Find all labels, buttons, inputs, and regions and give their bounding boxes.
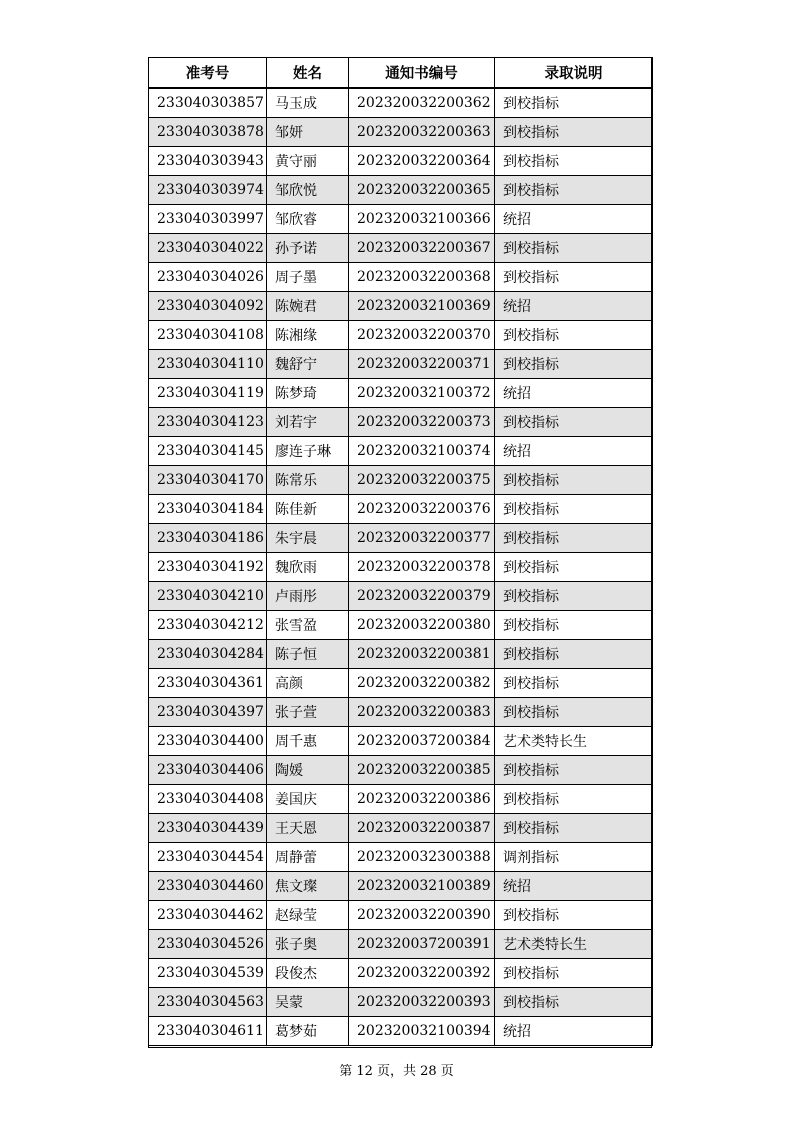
cell-exam-number: 233040304170 — [149, 466, 267, 495]
cell-exam-number: 233040304119 — [149, 379, 267, 408]
cell-name: 王天恩 — [267, 814, 349, 843]
cell-admission-note: 到校指标 — [495, 669, 653, 698]
table-row — [149, 292, 653, 321]
cell-name: 葛梦茹 — [267, 1017, 349, 1046]
cell-exam-number: 233040304184 — [149, 495, 267, 524]
cell-exam-number: 233040304092 — [149, 292, 267, 321]
table-row — [149, 88, 653, 118]
table-row — [149, 147, 653, 176]
cell-name: 周子墨 — [267, 263, 349, 292]
table-row — [149, 698, 653, 727]
table-row — [149, 843, 653, 872]
table-header-row — [149, 58, 653, 89]
cell-exam-number: 233040304526 — [149, 930, 267, 959]
cell-admission-note: 统招 — [495, 205, 653, 234]
cell-notice-number: 202320032200373 — [349, 408, 495, 437]
cell-admission-note: 到校指标 — [495, 350, 653, 379]
table-row — [149, 669, 653, 698]
cell-name: 焦文璨 — [267, 872, 349, 901]
cell-admission-note: 到校指标 — [495, 611, 653, 640]
cell-notice-number: 202320032200363 — [349, 118, 495, 147]
cell-admission-note: 到校指标 — [495, 553, 653, 582]
cell-name: 陈常乐 — [267, 466, 349, 495]
table-row — [149, 350, 653, 379]
table-row — [149, 1017, 653, 1046]
cell-name: 卢雨彤 — [267, 582, 349, 611]
cell-exam-number: 233040304210 — [149, 582, 267, 611]
admission-table-container — [148, 57, 652, 1046]
cell-name: 马玉成 — [267, 88, 349, 118]
cell-exam-number: 233040303997 — [149, 205, 267, 234]
cell-notice-number: 202320032200364 — [349, 147, 495, 176]
cell-admission-note: 统招 — [495, 379, 653, 408]
header-admission-note: 录取说明 — [495, 58, 653, 89]
cell-admission-note: 到校指标 — [495, 640, 653, 669]
cell-notice-number: 202320032200377 — [349, 524, 495, 553]
table-row — [149, 988, 653, 1017]
cell-exam-number: 233040304400 — [149, 727, 267, 756]
cell-name: 陶媛 — [267, 756, 349, 785]
cell-exam-number: 233040304460 — [149, 872, 267, 901]
table-row — [149, 901, 653, 930]
cell-admission-note: 统招 — [495, 1017, 653, 1046]
cell-name: 廖连子琳 — [267, 437, 349, 466]
cell-name: 周千惠 — [267, 727, 349, 756]
cell-notice-number: 202320032200393 — [349, 988, 495, 1017]
cell-notice-number: 202320032200371 — [349, 350, 495, 379]
cell-admission-note: 到校指标 — [495, 785, 653, 814]
table-row — [149, 263, 653, 292]
cell-admission-note: 到校指标 — [495, 321, 653, 350]
cell-notice-number: 202320032200385 — [349, 756, 495, 785]
cell-notice-number: 202320032100389 — [349, 872, 495, 901]
table-row — [149, 814, 653, 843]
cell-admission-note: 到校指标 — [495, 524, 653, 553]
admission-table — [148, 57, 653, 1046]
cell-admission-note: 到校指标 — [495, 118, 653, 147]
table-row — [149, 321, 653, 350]
cell-admission-note: 到校指标 — [495, 901, 653, 930]
cell-exam-number: 233040303974 — [149, 176, 267, 205]
cell-admission-note: 到校指标 — [495, 466, 653, 495]
cell-notice-number: 202320032200378 — [349, 553, 495, 582]
table-row — [149, 727, 653, 756]
page-number-footer: 第 12 页，共 28 页 — [339, 1064, 454, 1079]
table-row — [149, 234, 653, 263]
cell-name: 陈子恒 — [267, 640, 349, 669]
cell-exam-number: 233040304454 — [149, 843, 267, 872]
cell-notice-number: 202320032200381 — [349, 640, 495, 669]
cell-notice-number: 202320032100366 — [349, 205, 495, 234]
cell-name: 赵绿莹 — [267, 901, 349, 930]
cell-notice-number: 202320032300388 — [349, 843, 495, 872]
table-row — [149, 611, 653, 640]
cell-exam-number: 233040304397 — [149, 698, 267, 727]
cell-notice-number: 202320032200386 — [349, 785, 495, 814]
cell-admission-note: 到校指标 — [495, 814, 653, 843]
table-row — [149, 495, 653, 524]
cell-name: 高颜 — [267, 669, 349, 698]
cell-notice-number: 202320032200368 — [349, 263, 495, 292]
header-exam-number: 准考号 — [149, 58, 267, 89]
cell-exam-number: 233040304145 — [149, 437, 267, 466]
cell-exam-number: 233040304406 — [149, 756, 267, 785]
cell-name: 周静蕾 — [267, 843, 349, 872]
cell-notice-number: 202320032200365 — [349, 176, 495, 205]
cell-notice-number: 202320032200362 — [349, 88, 495, 118]
cell-notice-number: 202320037200384 — [349, 727, 495, 756]
cell-exam-number: 233040304361 — [149, 669, 267, 698]
cell-exam-number: 233040304123 — [149, 408, 267, 437]
table-row — [149, 959, 653, 988]
cell-admission-note: 调剂指标 — [495, 843, 653, 872]
cell-name: 魏舒宁 — [267, 350, 349, 379]
cell-notice-number: 202320032200367 — [349, 234, 495, 263]
cell-name: 陈梦琦 — [267, 379, 349, 408]
cell-name: 吴蒙 — [267, 988, 349, 1017]
cell-name: 黄守丽 — [267, 147, 349, 176]
cell-exam-number: 233040304108 — [149, 321, 267, 350]
table-row — [149, 437, 653, 466]
cell-admission-note: 到校指标 — [495, 234, 653, 263]
table-row — [149, 205, 653, 234]
table-row — [149, 785, 653, 814]
cell-admission-note: 到校指标 — [495, 988, 653, 1017]
cell-name: 张子萱 — [267, 698, 349, 727]
cell-exam-number: 233040304186 — [149, 524, 267, 553]
cell-name: 魏欣雨 — [267, 553, 349, 582]
cell-admission-note: 到校指标 — [495, 959, 653, 988]
table-row — [149, 408, 653, 437]
table-row — [149, 930, 653, 959]
cell-exam-number: 233040304212 — [149, 611, 267, 640]
cell-name: 张子奥 — [267, 930, 349, 959]
cell-exam-number: 233040304611 — [149, 1017, 267, 1046]
cell-admission-note: 统招 — [495, 292, 653, 321]
cell-admission-note: 到校指标 — [495, 147, 653, 176]
cell-notice-number: 202320032200375 — [349, 466, 495, 495]
cell-notice-number: 202320032100374 — [349, 437, 495, 466]
cell-notice-number: 202320032200370 — [349, 321, 495, 350]
cell-notice-number: 202320032100369 — [349, 292, 495, 321]
cell-name: 邹欣睿 — [267, 205, 349, 234]
table-row — [149, 872, 653, 901]
cell-exam-number: 233040304026 — [149, 263, 267, 292]
header-name: 姓名 — [267, 58, 349, 89]
cell-notice-number: 202320032100394 — [349, 1017, 495, 1046]
cell-exam-number: 233040304539 — [149, 959, 267, 988]
cell-admission-note: 到校指标 — [495, 582, 653, 611]
cell-name: 孙予诺 — [267, 234, 349, 263]
cell-name: 陈婉君 — [267, 292, 349, 321]
cell-name: 张雪盈 — [267, 611, 349, 640]
cell-admission-note: 到校指标 — [495, 88, 653, 118]
cell-name: 邹欣悦 — [267, 176, 349, 205]
table-row — [149, 176, 653, 205]
cell-admission-note: 到校指标 — [495, 495, 653, 524]
cell-admission-note: 艺术类特长生 — [495, 930, 653, 959]
table-row — [149, 553, 653, 582]
cell-exam-number: 233040304284 — [149, 640, 267, 669]
cell-exam-number: 233040303943 — [149, 147, 267, 176]
table-body — [149, 88, 653, 1046]
table-row — [149, 466, 653, 495]
cell-exam-number: 233040303878 — [149, 118, 267, 147]
cell-exam-number: 233040304110 — [149, 350, 267, 379]
cell-exam-number: 233040304022 — [149, 234, 267, 263]
cell-notice-number: 202320032200392 — [349, 959, 495, 988]
cell-notice-number: 202320037200391 — [349, 930, 495, 959]
cell-notice-number: 202320032100372 — [349, 379, 495, 408]
cell-admission-note: 到校指标 — [495, 408, 653, 437]
cell-name: 朱宇晨 — [267, 524, 349, 553]
cell-exam-number: 233040304439 — [149, 814, 267, 843]
cell-name: 刘若宇 — [267, 408, 349, 437]
cell-admission-note: 到校指标 — [495, 698, 653, 727]
cell-notice-number: 202320032200382 — [349, 669, 495, 698]
cell-exam-number: 233040304408 — [149, 785, 267, 814]
cell-name: 姜国庆 — [267, 785, 349, 814]
header-notice-number: 通知书编号 — [349, 58, 495, 89]
cell-notice-number: 202320032200390 — [349, 901, 495, 930]
cell-admission-note: 到校指标 — [495, 756, 653, 785]
cell-notice-number: 202320032200376 — [349, 495, 495, 524]
cell-notice-number: 202320032200380 — [349, 611, 495, 640]
cell-exam-number: 233040304563 — [149, 988, 267, 1017]
cell-admission-note: 统招 — [495, 872, 653, 901]
cell-name: 陈湘缘 — [267, 321, 349, 350]
cell-admission-note: 到校指标 — [495, 176, 653, 205]
cell-name: 邹妍 — [267, 118, 349, 147]
cell-admission-note: 到校指标 — [495, 263, 653, 292]
table-row — [149, 582, 653, 611]
cell-exam-number: 233040304192 — [149, 553, 267, 582]
cell-admission-note: 艺术类特长生 — [495, 727, 653, 756]
table-row — [149, 756, 653, 785]
cell-exam-number: 233040304462 — [149, 901, 267, 930]
cell-notice-number: 202320032200383 — [349, 698, 495, 727]
cell-admission-note: 统招 — [495, 437, 653, 466]
table-row — [149, 640, 653, 669]
cell-name: 陈佳新 — [267, 495, 349, 524]
table-row — [149, 118, 653, 147]
table-row — [149, 379, 653, 408]
table-row — [149, 524, 653, 553]
cell-exam-number: 233040303857 — [149, 88, 267, 118]
cell-name: 段俊杰 — [267, 959, 349, 988]
cell-notice-number: 202320032200387 — [349, 814, 495, 843]
cell-notice-number: 202320032200379 — [349, 582, 495, 611]
